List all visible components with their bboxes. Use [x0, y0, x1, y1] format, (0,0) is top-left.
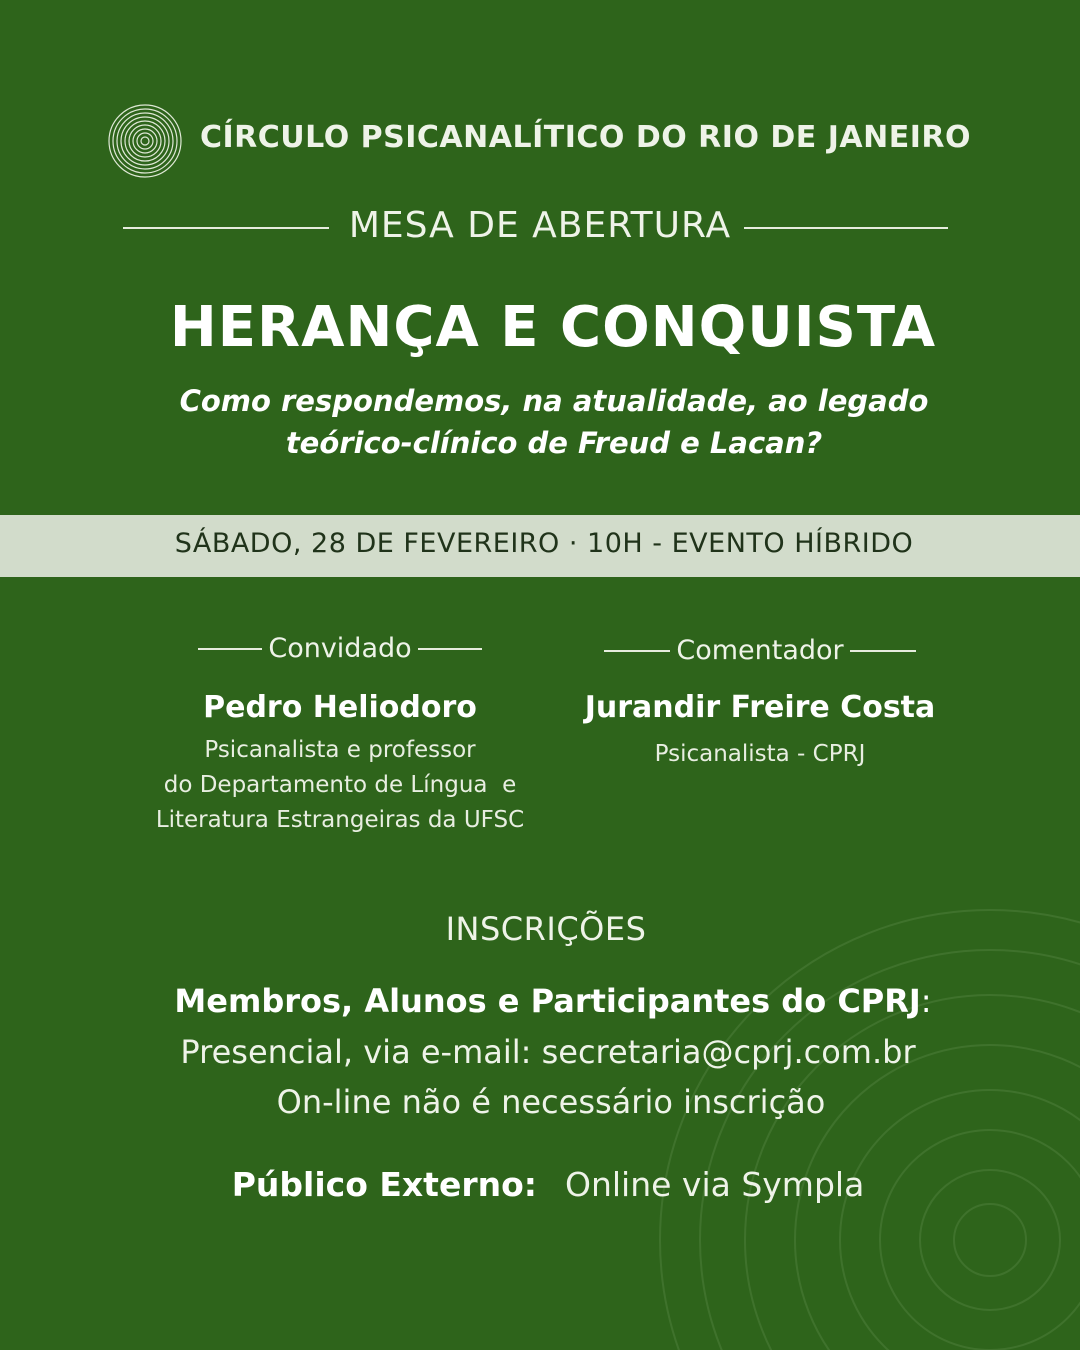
commentator-role-label: Comentador — [676, 635, 844, 666]
members-label: Membros, Alunos e Participantes do CPRJ — [174, 982, 921, 1020]
event-subtitle — [100, 380, 1000, 464]
members-line — [0, 982, 1080, 1020]
public-label: Público Externo: — [231, 1165, 537, 1204]
guest-role-label: Convidado — [268, 633, 412, 664]
commentator-name: Jurandir Freire Costa — [584, 690, 936, 725]
guest-name: Pedro Heliodoro — [203, 690, 477, 725]
guest-description — [120, 733, 560, 838]
event-date-info: SÁBADO, 28 DE FEVEREIRO · 10H - EVENTO HÍBRIDO — [174, 528, 914, 559]
guest-desc-line-3: Literatura Estrangeiras da UFSC — [155, 807, 525, 833]
subtitle-line-1: Como respondemos, na atualidade, ao legado — [179, 384, 929, 418]
session-label — [0, 205, 1080, 246]
members-colon: : — [920, 982, 932, 1020]
public-registration-line — [0, 1165, 1080, 1204]
guest-column — [120, 633, 560, 838]
public-value: Online via Sympla — [564, 1165, 865, 1204]
commentator-role-heading — [575, 635, 945, 666]
role-dash-left — [198, 648, 262, 650]
guest-role-heading — [120, 633, 560, 664]
role-dash-right — [418, 648, 482, 650]
commentator-description: Psicanalista - CPRJ — [654, 741, 866, 767]
role-dash-right — [850, 650, 916, 652]
concentric-circles-logo-icon — [108, 104, 182, 178]
commentator-column — [575, 635, 945, 772]
guest-desc-line-2: do Departamento de Língua e — [163, 772, 517, 798]
role-dash-left — [604, 650, 670, 652]
event-title: HERANÇA E CONQUISTA — [169, 295, 937, 360]
subtitle-line-2: teórico-clínico de Freud e Lacan? — [285, 426, 823, 460]
guest-desc-line-1: Psicanalista e professor — [204, 737, 476, 763]
registration-email-line: Presencial, via e-mail: secretaria@cprj.com.br — [180, 1033, 916, 1071]
registration-online-line: On-line não é necessário inscrição — [276, 1083, 826, 1121]
organization-name: CÍRCULO PSICANALÍTICO DO RIO DE JANEIRO — [200, 120, 971, 155]
session-label-text: MESA DE ABERTURA — [348, 205, 732, 246]
registration-heading: INSCRIÇÕES — [445, 910, 647, 948]
